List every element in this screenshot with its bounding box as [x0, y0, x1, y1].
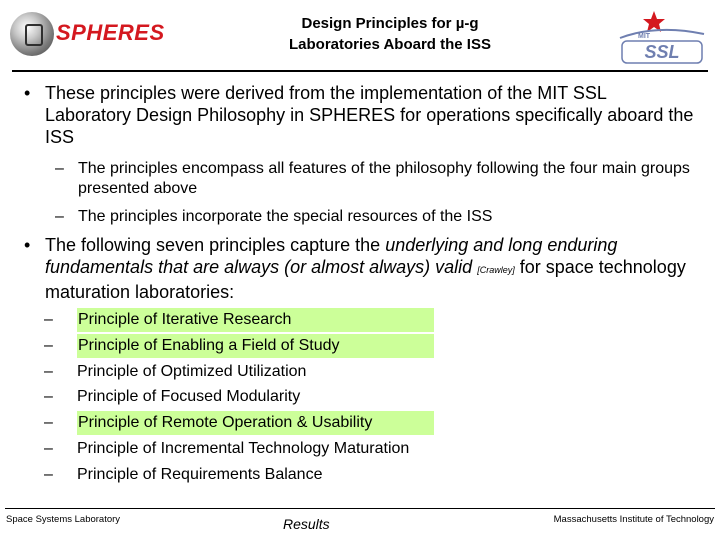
header-divider [12, 70, 708, 72]
footer-institution: Massachusetts Institute of Technology [553, 514, 714, 525]
spheres-logo [8, 10, 183, 60]
principle-label: Principle of Incremental Technology Maturation [77, 439, 410, 457]
dash-mark: – [55, 160, 64, 177]
footer-divider [5, 508, 715, 509]
dash-mark: – [44, 362, 53, 380]
dash-mark: – [44, 439, 53, 457]
bullet-mark: • [24, 83, 31, 103]
principle-item [44, 462, 464, 488]
sub-bullet-encompass-text: The principles encompass all features of the philosophy following the four main groups presented above [78, 160, 690, 197]
bullet-seven-principles-text [45, 234, 694, 303]
principle-item [44, 436, 464, 462]
principle-label: Principle of Requirements Balance [77, 465, 323, 483]
title-line-2: Laboratories Aboard the ISS [289, 36, 491, 53]
bullet-text-part1: The following seven principles capture the [45, 235, 386, 255]
slide-title [240, 13, 540, 55]
footer-section: Results [283, 516, 330, 532]
principle-item [44, 333, 464, 359]
sub-bullet-iss-resources [55, 207, 695, 227]
principle-label: Principle of Focused Modularity [77, 388, 301, 406]
sub-bullet-iss-resources-text: The principles incorporate the special resources of the ISS [78, 208, 493, 225]
dash-mark: – [44, 465, 53, 483]
svg-text:SSL: SSL [644, 42, 680, 62]
bullet-text-italic: underlying and long enduring fundamentals that are always (or almost always) valid [45, 235, 618, 277]
footer-lab-name: Space Systems Laboratory [6, 514, 121, 525]
bullet-seven-principles [24, 234, 694, 303]
spheres-sphere-icon [10, 12, 54, 56]
title-line-1: Design Principles for µ-g [301, 15, 479, 32]
mit-ssl-logo [612, 8, 712, 66]
bullet-derivation-text: These principles were derived from the implementation of the MIT SSL Laboratory Design Philosophy in SPHERES for operations specifically aboard the ISS [45, 83, 694, 147]
dash-mark: – [55, 208, 64, 225]
principle-label: Principle of Optimized Utilization [77, 362, 307, 380]
principle-item [44, 410, 464, 436]
citation-crawley: [Crawley] [477, 265, 515, 275]
principle-label: Principle of Enabling a Field of Study [77, 334, 434, 358]
dash-mark: – [44, 388, 53, 406]
bullet-derivation [24, 82, 694, 148]
principle-item [44, 384, 464, 410]
mit-ssl-logo-icon [612, 8, 712, 66]
bullet-text-part2: for space technology maturation laboratories: [45, 257, 686, 302]
principle-item [44, 307, 464, 333]
principle-label: Principle of Iterative Research [77, 308, 434, 332]
principle-item [44, 359, 464, 385]
principles-list [44, 307, 464, 488]
sub-bullet-encompass [55, 159, 695, 199]
dash-mark: – [44, 336, 53, 354]
bullet-mark: • [24, 235, 31, 255]
dash-mark: – [44, 414, 53, 432]
spheres-logo-text: SPHERES [56, 20, 165, 45]
principle-label: Principle of Remote Operation & Usability [77, 411, 434, 435]
dash-mark: – [44, 311, 53, 328]
svg-text:MIT: MIT [638, 33, 651, 40]
